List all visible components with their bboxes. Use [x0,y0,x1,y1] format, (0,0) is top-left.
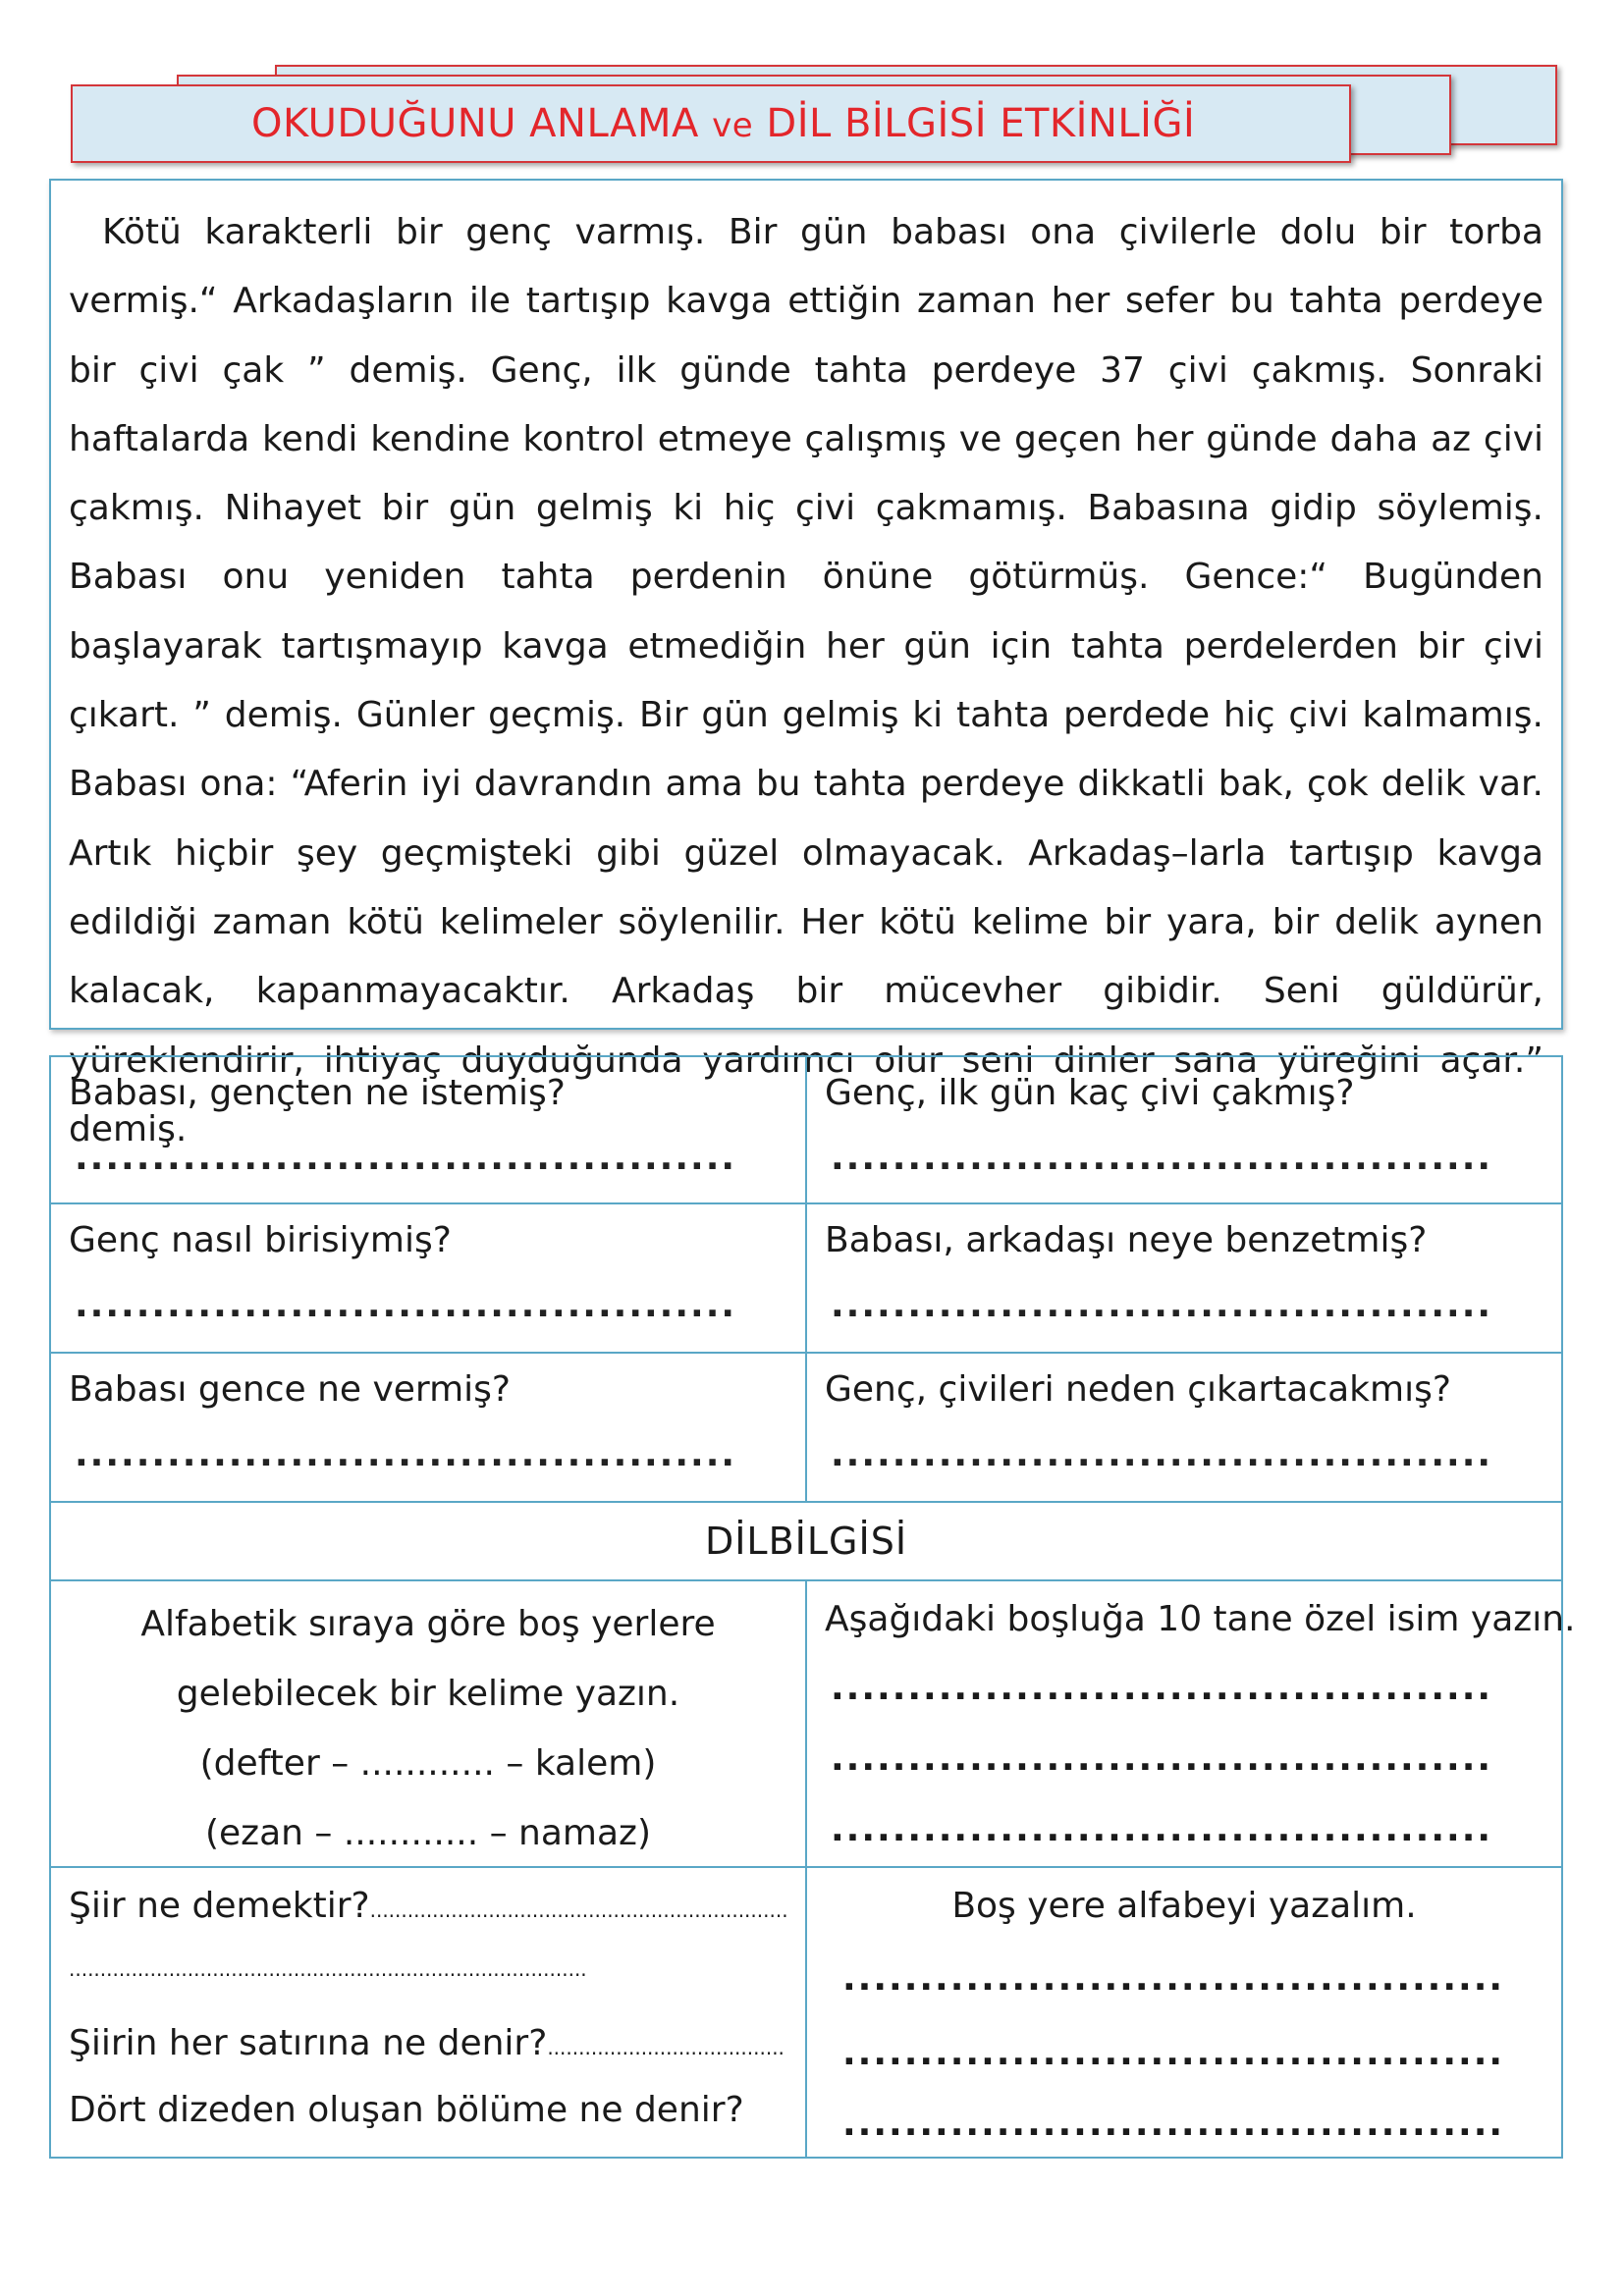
question-text: Babası, arkadaşı neye benzetmiş? [825,1220,1428,1260]
answer-line[interactable]: ........................................... [75,1434,737,1474]
question-text: Genç, çivileri neden çıkartacakmış? [825,1369,1451,1410]
answer-line[interactable]: ........................................... [831,1738,1493,1779]
fill-blank-line[interactable]: (defter – ............ – kalem) [199,1743,657,1784]
answer-line[interactable]: ........................................... [831,1434,1493,1474]
grammar-row [49,1581,1576,1868]
poetry-question-2: Şiirin her satırına ne denir?...................................... [69,2023,785,2063]
question-row [49,1354,1563,1503]
proper-names-cell [807,1581,1576,1866]
poetry-cell [51,1868,807,2157]
question-cell [51,1057,807,1202]
question-grid [49,1055,1576,2159]
question-cell [51,1354,807,1501]
title-banner [71,84,1351,163]
question-cell [807,1204,1561,1352]
alphabet-cell [807,1868,1561,2157]
question-text: Babası gence ne vermiş? [69,1369,512,1410]
answer-line[interactable]: ........................................... [831,1138,1493,1178]
poetry-question-1: Şiir ne demektir?................................................................... [69,1886,788,1926]
answer-line[interactable]: ........................................... [831,1668,1493,1708]
answer-line[interactable]: ................................................................... [369,1898,788,1922]
question-text: Boş yere alfabeyi yazalım. [951,1886,1417,1926]
question-text: Genç nasıl birisiymiş? [69,1220,452,1260]
poetry-question-3: Dört dizeden oluşan bölüme ne denir? [69,2090,744,2130]
instruction-line: gelebilecek bir kelime yazın. [176,1674,680,1714]
question-row [49,1055,1563,1204]
answer-line[interactable]: ................................................................................... [69,1957,587,1981]
question-text: Aşağıdaki boşluğa 10 tane özel isim yazın. [825,1599,1576,1639]
answer-line[interactable]: ........................................... [842,2033,1505,2073]
answer-line[interactable]: ........................................... [75,1285,737,1325]
fill-blank-line[interactable]: (ezan – ............ – namaz) [204,1813,651,1853]
question-cell [807,1354,1561,1501]
question-text: Genç, ilk gün kaç çivi çakmış? [825,1073,1355,1113]
answer-line[interactable]: ........................................... [831,1809,1493,1849]
grammar-row [49,1868,1563,2159]
answer-line[interactable]: ........................................... [842,2104,1505,2144]
instruction-line: Alfabetik sıraya göre boş yerlere [140,1604,716,1644]
answer-line[interactable]: ........................................... [75,1138,737,1178]
answer-line[interactable]: ........................................... [842,1958,1505,1999]
story-text: Kötü karakterli bir genç varmış. Bir gün babası ona çivilerle dolu bir torba vermiş.“ Arkadaşların ile tartışıp kavga ettiğin zaman her sefer bu tahta perdeye bir çivi çak ” demiş. Genç, ilk günde tahta perdeye 37 çivi çakmış. Sonraki haftalarda kendi kendine kontrol etmeye çalışmış ve geçen her günde daha az çivi çakmış. Nihayet bir gün gelmiş ki hiç çivi çakmamış. Babasına gidip söylemiş. Babası onu yeniden tahta perdenin önüne götürmüş. Gence:“ Bugünden başlayarak tartışmayıp kavga etmediğin her gün için tahta perdelerden bir çivi çıkart. ” demiş. Günler geçmiş. Bir gün gelmiş ki tahta perdede hiç çivi kalmamış. Babası ona: “Aferin iyi davrandın ama bu tahta perdeye dikkatli bak, çok delik var. Artık hiçbir şey geçmişteki gibi güzel olmayacak. Arkadaş–larla tartışıp kavga edildiği zaman kötü kelimeler söylenilir. Her kötü kelime bir yara, bir delik aynen kalacak, kapanmayacaktır. Arkadaş bir mücevher gibidir. Seni güldürür, yüreklendirir, ihtiyaç duyduğunda yardımcı olur seni dinler sana yüreğini açar.” demiş. [69,212,1543,1149]
alphabetical-order-cell [51,1581,807,1866]
question-cell [807,1057,1561,1202]
question-row [49,1204,1563,1354]
question-cell [51,1204,807,1352]
answer-line[interactable]: ........................................... [831,1285,1493,1325]
grammar-heading: DİLBİLGİSİ [704,1520,908,1563]
grammar-heading-row [49,1503,1563,1581]
question-text: Babası, gençten ne istemiş? [69,1073,566,1113]
answer-line[interactable]: ...................................... [547,2036,785,2059]
page-title: OKUDUĞUNU ANLAMA ve DİL BİLGİSİ ETKİNLİĞİ [251,101,1196,146]
